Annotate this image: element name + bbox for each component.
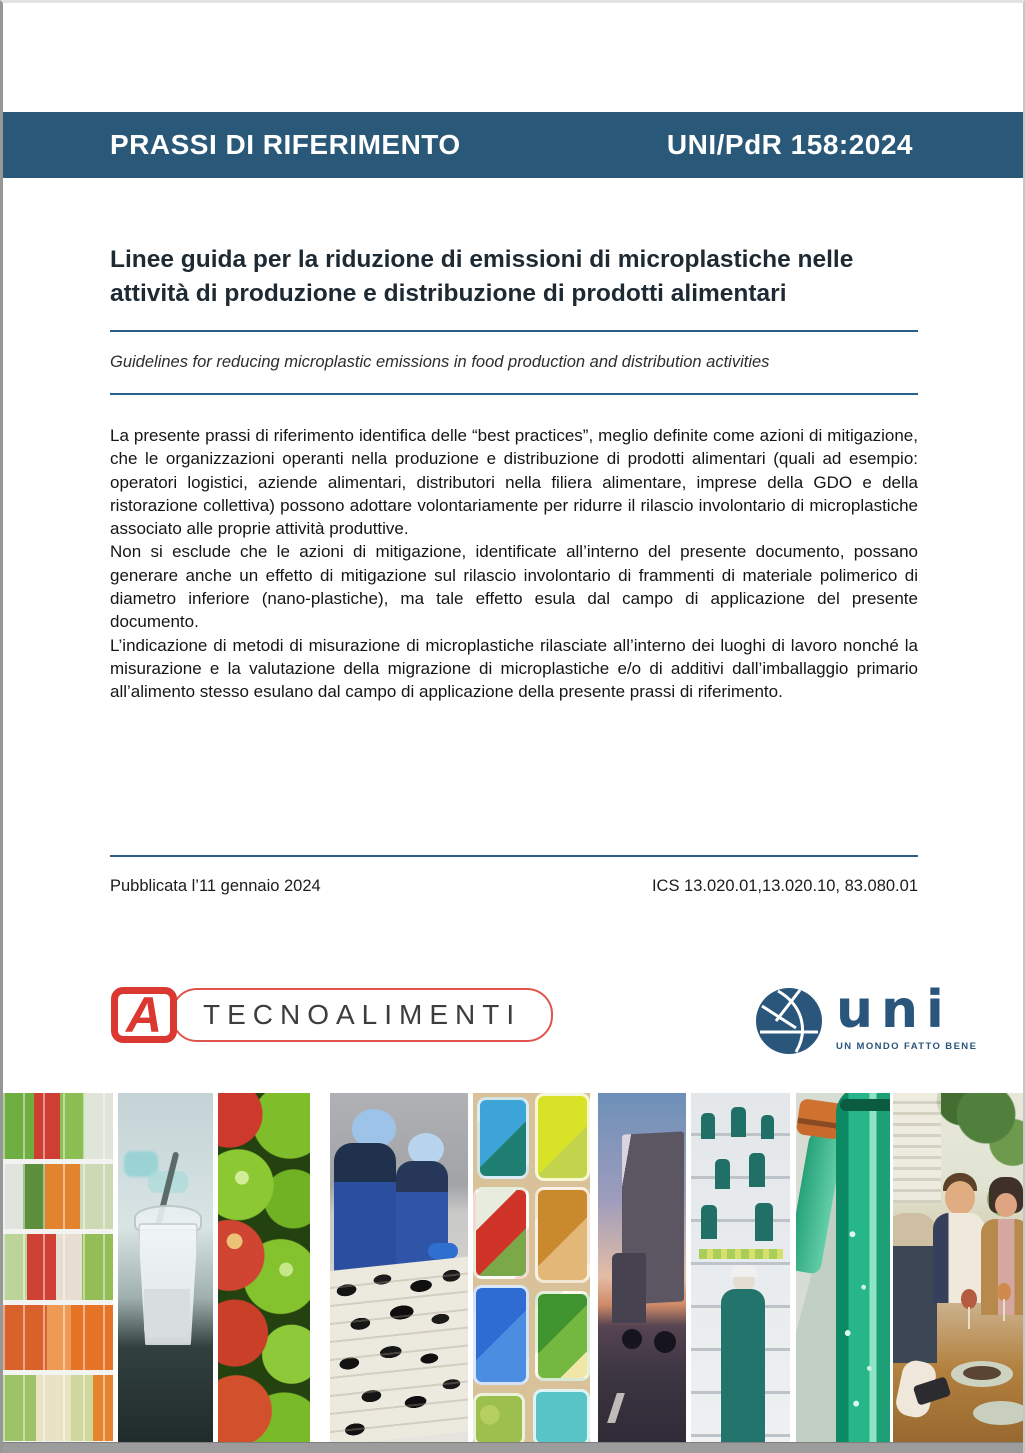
tecnoalimenti-wordmark-pill [171, 988, 553, 1042]
page-bottom-bar [3, 1442, 1023, 1453]
abstract-paragraph-2: Non si esclude che le azioni di mitigazione, identificate all’interno del presente documento, possano generare anche un effetto di mitigazione sul rilascio involontario di frammenti di materiale polimerico di diametro inferiore (nano-plastiche), ma tale effetto esula dal campo di applicazione del presente documento. [110, 542, 918, 632]
publication-date: Pubblicata l’11 gennaio 2024 [110, 877, 321, 895]
photo-factory-workers [691, 1093, 790, 1446]
shelf-row [3, 1375, 113, 1446]
abstract-text [110, 424, 918, 704]
tca-monogram-icon [111, 987, 177, 1043]
shelf-row [3, 1093, 113, 1164]
photo-strip [3, 1093, 1025, 1446]
document-type-label: PRASSI DI RIFERIMENTO [110, 129, 461, 160]
page-title: Linee guida per la riduzione di emissioni di microplastiche nelle attività di produzione e distribuzione di prodotti alimentari [110, 246, 854, 307]
photo-apples [218, 1093, 310, 1446]
uni-wordmark: uni [836, 980, 952, 1040]
shelf-row [3, 1305, 113, 1376]
english-subtitle: Guidelines for reducing microplastic emissions in food production and distribution activities [110, 353, 770, 371]
photo-restaurant-diners [893, 1093, 1025, 1446]
uni-wordmark-block [836, 980, 978, 1052]
uni-logo [756, 980, 978, 1054]
publication-row [110, 877, 918, 896]
header-band [3, 112, 1023, 178]
tca-letter: A [126, 987, 163, 1043]
ics-codes: ICS 13.020.01,13.020.10, 83.080.01 [651, 877, 918, 895]
divider-line-mid [110, 393, 918, 395]
document-code: UNI/PdR 158:2024 [666, 129, 913, 160]
photo-meal-containers [473, 1093, 590, 1446]
abstract-paragraph-3: L’indicazione di metodi di misurazione di microplastiche rilasciate all’interno dei luoghi di lavoro nonché la misurazione e la valutazione della migrazione di microplastiche e/o di additivi dall’imballaggio primario all’alimento stesso esulano dal campo di applicazione della presente prassi di riferimento. [110, 635, 918, 702]
photo-truck-dusk [598, 1093, 686, 1446]
photo-plastic-cup [118, 1093, 213, 1446]
shelf-row [3, 1164, 113, 1235]
divider-line-top [110, 330, 918, 332]
tecnoalimenti-wordmark: TECNOALIMENTI [203, 999, 522, 1030]
abstract-paragraph-1: La presente prassi di riferimento identifica delle “best practices”, meglio definite come azioni di mitigazione, che le organizzazioni operanti nella produzione e distribuzione di prodotti alimentari (quali ad esempio: operatori logistici, aziende alimentari, distributori nella filiera alimentare, imprese della GDO e della ristorazione collettiva) possono adottare volontariamente per ridurre il rilascio involontario di microplastiche associato alle proprie attività produttive. [110, 426, 918, 539]
uni-globe-icon [756, 988, 822, 1054]
divider-line-bottom [110, 855, 918, 857]
photo-supermarket-shelves [3, 1093, 113, 1446]
photo-mussel-sorting [330, 1093, 468, 1446]
uni-tagline: UN MONDO FATTO BENE [836, 1041, 978, 1052]
shelf-row [3, 1234, 113, 1305]
tecnoalimenti-logo [111, 986, 553, 1044]
photo-green-bottle [796, 1093, 890, 1446]
